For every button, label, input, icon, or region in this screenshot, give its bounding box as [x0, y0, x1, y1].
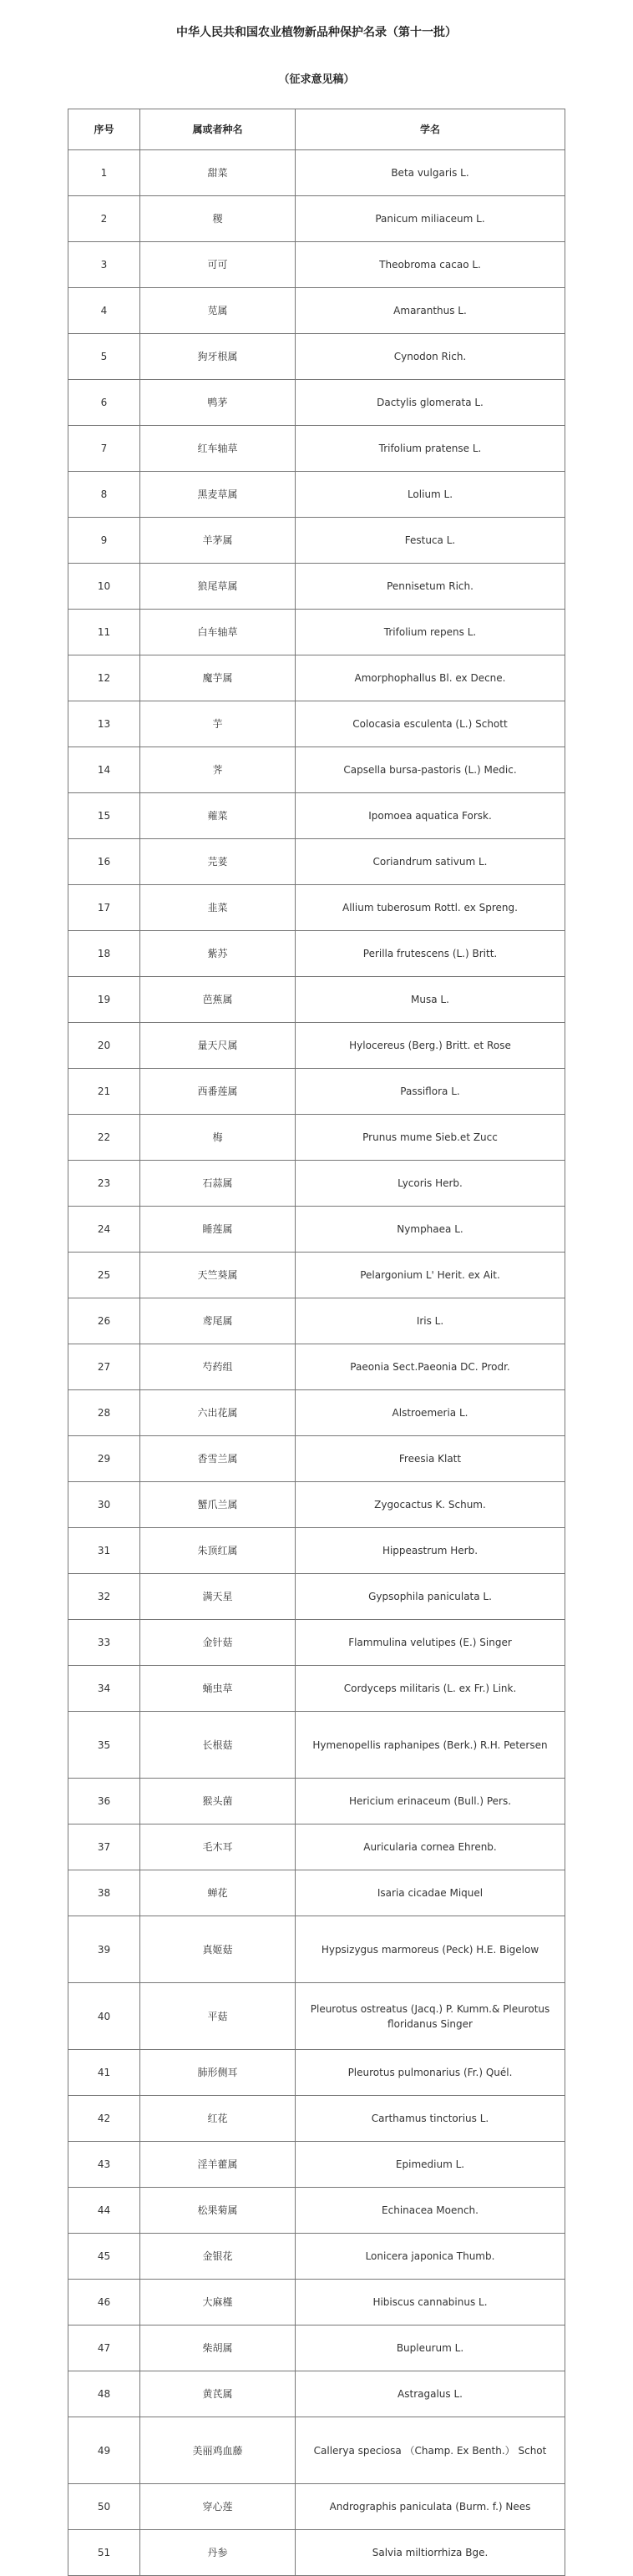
- table-row: [68, 2530, 565, 2576]
- header-number: 序号: [68, 109, 140, 150]
- cell-scientific-name: Colocasia esculenta (L.) Schott: [296, 701, 565, 747]
- cell-number: 32: [68, 1574, 140, 1620]
- table-body: [68, 150, 565, 2576]
- cell-chinese-name: 蛹虫草: [140, 1666, 296, 1712]
- cell-number: 37: [68, 1824, 140, 1870]
- table-row: [68, 150, 565, 196]
- cell-scientific-name: Epimedium L.: [296, 2142, 565, 2188]
- cell-chinese-name: 韭菜: [140, 885, 296, 931]
- cell-scientific-name: Festuca L.: [296, 518, 565, 564]
- cell-number: 29: [68, 1436, 140, 1482]
- cell-number: 50: [68, 2484, 140, 2530]
- cell-chinese-name: 鸭茅: [140, 380, 296, 426]
- table-row: [68, 793, 565, 839]
- table-row: [68, 2188, 565, 2234]
- table-row: [68, 196, 565, 242]
- cell-number: 46: [68, 2280, 140, 2325]
- table-row: [68, 2325, 565, 2371]
- table-row: [68, 1023, 565, 1069]
- cell-number: 16: [68, 839, 140, 885]
- cell-number: 49: [68, 2417, 140, 2484]
- table-row: [68, 1161, 565, 1207]
- page-subtitle: （征求意见稿）: [278, 73, 355, 86]
- cell-number: 36: [68, 1779, 140, 1824]
- cell-scientific-name: Hippeastrum Herb.: [296, 1528, 565, 1574]
- cell-chinese-name: 苋属: [140, 288, 296, 334]
- cell-chinese-name: 红花: [140, 2096, 296, 2142]
- table-row: [68, 288, 565, 334]
- cell-scientific-name: Hypsizygus marmoreus (Peck) H.E. Bigelow: [296, 1916, 565, 1983]
- cell-chinese-name: 魔芋属: [140, 655, 296, 701]
- cell-chinese-name: 朱顶红属: [140, 1528, 296, 1574]
- header-row: [68, 109, 565, 150]
- table-row: [68, 1298, 565, 1344]
- cell-scientific-name: Paeonia Sect.Paeonia DC. Prodr.: [296, 1344, 565, 1390]
- table-row: [68, 380, 565, 426]
- cell-scientific-name: Hymenopellis raphanipes (Berk.) R.H. Petersen: [296, 1712, 565, 1779]
- cell-number: 42: [68, 2096, 140, 2142]
- cell-number: 25: [68, 1253, 140, 1298]
- cell-scientific-name: Capsella bursa-pastoris (L.) Medic.: [296, 747, 565, 793]
- cell-chinese-name: 甜菜: [140, 150, 296, 196]
- cell-number: 34: [68, 1666, 140, 1712]
- cell-chinese-name: 鸢尾属: [140, 1298, 296, 1344]
- cell-number: 26: [68, 1298, 140, 1344]
- cell-number: 45: [68, 2234, 140, 2280]
- table-row: [68, 1870, 565, 1916]
- cell-scientific-name: Bupleurum L.: [296, 2325, 565, 2371]
- cell-chinese-name: 毛木耳: [140, 1824, 296, 1870]
- cell-scientific-name: Iris L.: [296, 1298, 565, 1344]
- cell-chinese-name: 松果菊属: [140, 2188, 296, 2234]
- table-row: [68, 2050, 565, 2096]
- table-row: [68, 1528, 565, 1574]
- cell-number: 22: [68, 1115, 140, 1161]
- cell-scientific-name: Theobroma cacao L.: [296, 242, 565, 288]
- header-chinese-name: 属或者种名: [140, 109, 296, 150]
- cell-chinese-name: 蕹菜: [140, 793, 296, 839]
- cell-chinese-name: 猴头菌: [140, 1779, 296, 1824]
- cell-scientific-name: Hericium erinaceum (Bull.) Pers.: [296, 1779, 565, 1824]
- cell-scientific-name: Echinacea Moench.: [296, 2188, 565, 2234]
- cell-number: 13: [68, 701, 140, 747]
- cell-chinese-name: 香雪兰属: [140, 1436, 296, 1482]
- cell-chinese-name: 芫荽: [140, 839, 296, 885]
- cell-number: 39: [68, 1916, 140, 1983]
- cell-number: 38: [68, 1870, 140, 1916]
- cell-chinese-name: 大麻槿: [140, 2280, 296, 2325]
- cell-scientific-name: Pleurotus pulmonarius (Fr.) Quél.: [296, 2050, 565, 2096]
- table-row: [68, 1983, 565, 2050]
- table-row: [68, 2371, 565, 2417]
- cell-number: 35: [68, 1712, 140, 1779]
- cell-scientific-name: Nymphaea L.: [296, 1207, 565, 1253]
- cell-number: 10: [68, 564, 140, 610]
- table-row: [68, 2417, 565, 2484]
- cell-chinese-name: 黑麦草属: [140, 472, 296, 518]
- table-row: [68, 242, 565, 288]
- cell-scientific-name: Freesia Klatt: [296, 1436, 565, 1482]
- cell-chinese-name: 可可: [140, 242, 296, 288]
- cell-scientific-name: Andrographis paniculata (Burm. f.) Nees: [296, 2484, 565, 2530]
- cell-chinese-name: 黄芪属: [140, 2371, 296, 2417]
- cell-number: 33: [68, 1620, 140, 1666]
- cell-chinese-name: 芍药组: [140, 1344, 296, 1390]
- table-row: [68, 1436, 565, 1482]
- table-row: [68, 1207, 565, 1253]
- cell-chinese-name: 穿心莲: [140, 2484, 296, 2530]
- cell-scientific-name: Hylocereus (Berg.) Britt. et Rose: [296, 1023, 565, 1069]
- cell-scientific-name: Prunus mume Sieb.et Zucc: [296, 1115, 565, 1161]
- cell-scientific-name: Auricularia cornea Ehrenb.: [296, 1824, 565, 1870]
- cell-scientific-name: Cordyceps militaris (L. ex Fr.) Link.: [296, 1666, 565, 1712]
- cell-number: 21: [68, 1069, 140, 1115]
- table-row: [68, 334, 565, 380]
- cell-scientific-name: Trifolium pratense L.: [296, 426, 565, 472]
- cell-number: 48: [68, 2371, 140, 2417]
- table-row: [68, 1482, 565, 1528]
- table-row: [68, 2234, 565, 2280]
- cell-chinese-name: 白车轴草: [140, 610, 296, 655]
- table-row: [68, 2096, 565, 2142]
- cell-scientific-name: Hibiscus cannabinus L.: [296, 2280, 565, 2325]
- cell-scientific-name: Salvia miltiorrhiza Bge.: [296, 2530, 565, 2576]
- cell-scientific-name: Trifolium repens L.: [296, 610, 565, 655]
- cell-scientific-name: Carthamus tinctorius L.: [296, 2096, 565, 2142]
- table-row: [68, 472, 565, 518]
- cell-chinese-name: 芋: [140, 701, 296, 747]
- table-row: [68, 1069, 565, 1115]
- cell-number: 5: [68, 334, 140, 380]
- cell-chinese-name: 梅: [140, 1115, 296, 1161]
- table-row: [68, 1916, 565, 1983]
- cell-chinese-name: 六出花属: [140, 1390, 296, 1436]
- cell-number: 4: [68, 288, 140, 334]
- cell-chinese-name: 荠: [140, 747, 296, 793]
- cell-chinese-name: 芭蕉属: [140, 977, 296, 1023]
- cell-chinese-name: 狗牙根属: [140, 334, 296, 380]
- cell-chinese-name: 羊茅属: [140, 518, 296, 564]
- table-row: [68, 2142, 565, 2188]
- cell-scientific-name: Allium tuberosum Rottl. ex Spreng.: [296, 885, 565, 931]
- cell-chinese-name: 红车轴草: [140, 426, 296, 472]
- table-row: [68, 747, 565, 793]
- cell-chinese-name: 满天星: [140, 1574, 296, 1620]
- cell-scientific-name: Alstroemeria L.: [296, 1390, 565, 1436]
- cell-number: 1: [68, 150, 140, 196]
- cell-number: 18: [68, 931, 140, 977]
- cell-scientific-name: Callerya speciosa （Champ. Ex Benth.） Schot: [296, 2417, 565, 2484]
- cell-number: 8: [68, 472, 140, 518]
- cell-scientific-name: Beta vulgaris L.: [296, 150, 565, 196]
- table-row: [68, 1824, 565, 1870]
- cell-number: 12: [68, 655, 140, 701]
- cell-chinese-name: 石蒜属: [140, 1161, 296, 1207]
- cell-number: 2: [68, 196, 140, 242]
- cell-scientific-name: Lolium L.: [296, 472, 565, 518]
- cell-scientific-name: Lonicera japonica Thumb.: [296, 2234, 565, 2280]
- cell-number: 14: [68, 747, 140, 793]
- cell-number: 20: [68, 1023, 140, 1069]
- cell-chinese-name: 长根菇: [140, 1712, 296, 1779]
- table-header: [68, 109, 565, 150]
- cell-chinese-name: 蝉花: [140, 1870, 296, 1916]
- cell-scientific-name: Pennisetum Rich.: [296, 564, 565, 610]
- table-row: [68, 426, 565, 472]
- page-title: 中华人民共和国农业植物新品种保护名录（第十一批）: [176, 26, 457, 39]
- cell-number: 19: [68, 977, 140, 1023]
- cell-chinese-name: 柴胡属: [140, 2325, 296, 2371]
- cell-chinese-name: 量天尺属: [140, 1023, 296, 1069]
- cell-number: 6: [68, 380, 140, 426]
- header-scientific-name: 学名: [296, 109, 565, 150]
- cell-scientific-name: Gypsophila paniculata L.: [296, 1574, 565, 1620]
- cell-chinese-name: 金针菇: [140, 1620, 296, 1666]
- cell-scientific-name: Panicum miliaceum L.: [296, 196, 565, 242]
- cell-scientific-name: Astragalus L.: [296, 2371, 565, 2417]
- cell-chinese-name: 稷: [140, 196, 296, 242]
- cell-number: 51: [68, 2530, 140, 2576]
- cell-chinese-name: 天竺葵属: [140, 1253, 296, 1298]
- cell-number: 24: [68, 1207, 140, 1253]
- cell-scientific-name: Lycoris Herb.: [296, 1161, 565, 1207]
- cell-number: 31: [68, 1528, 140, 1574]
- cell-scientific-name: Pelargonium L' Herit. ex Ait.: [296, 1253, 565, 1298]
- cell-number: 23: [68, 1161, 140, 1207]
- cell-chinese-name: 金银花: [140, 2234, 296, 2280]
- table-row: [68, 1712, 565, 1779]
- table-row: [68, 1620, 565, 1666]
- table-row: [68, 701, 565, 747]
- cell-number: 17: [68, 885, 140, 931]
- cell-number: 27: [68, 1344, 140, 1390]
- table-row: [68, 2484, 565, 2530]
- cell-number: 15: [68, 793, 140, 839]
- cell-scientific-name: Dactylis glomerata L.: [296, 380, 565, 426]
- cell-number: 47: [68, 2325, 140, 2371]
- table-row: [68, 518, 565, 564]
- table-row: [68, 1779, 565, 1824]
- table-row: [68, 1115, 565, 1161]
- cell-chinese-name: 美丽鸡血藤: [140, 2417, 296, 2484]
- table-row: [68, 839, 565, 885]
- table-row: [68, 1344, 565, 1390]
- cell-number: 40: [68, 1983, 140, 2050]
- table-row: [68, 1253, 565, 1298]
- cell-scientific-name: Amaranthus L.: [296, 288, 565, 334]
- cell-number: 3: [68, 242, 140, 288]
- cell-chinese-name: 睡莲属: [140, 1207, 296, 1253]
- cell-scientific-name: Perilla frutescens (L.) Britt.: [296, 931, 565, 977]
- cell-number: 9: [68, 518, 140, 564]
- cell-chinese-name: 淫羊藿属: [140, 2142, 296, 2188]
- cell-number: 28: [68, 1390, 140, 1436]
- table-row: [68, 564, 565, 610]
- cell-scientific-name: Zygocactus K. Schum.: [296, 1482, 565, 1528]
- cell-scientific-name: Pleurotus ostreatus (Jacq.) P. Kumm.& Pleurotus floridanus Singer: [296, 1983, 565, 2050]
- cell-number: 11: [68, 610, 140, 655]
- cell-scientific-name: Flammulina velutipes (E.) Singer: [296, 1620, 565, 1666]
- cell-number: 30: [68, 1482, 140, 1528]
- cell-chinese-name: 真姬菇: [140, 1916, 296, 1983]
- cell-scientific-name: Ipomoea aquatica Forsk.: [296, 793, 565, 839]
- cell-scientific-name: Cynodon Rich.: [296, 334, 565, 380]
- cell-number: 7: [68, 426, 140, 472]
- cell-scientific-name: Amorphophallus Bl. ex Decne.: [296, 655, 565, 701]
- catalog-table: [68, 109, 565, 2576]
- table-row: [68, 931, 565, 977]
- table-row: [68, 977, 565, 1023]
- table-row: [68, 1574, 565, 1620]
- cell-scientific-name: Musa L.: [296, 977, 565, 1023]
- cell-chinese-name: 肺形侧耳: [140, 2050, 296, 2096]
- cell-scientific-name: Isaria cicadae Miquel: [296, 1870, 565, 1916]
- table-row: [68, 1390, 565, 1436]
- cell-chinese-name: 丹参: [140, 2530, 296, 2576]
- cell-chinese-name: 平菇: [140, 1983, 296, 2050]
- cell-chinese-name: 蟹爪兰属: [140, 1482, 296, 1528]
- cell-chinese-name: 西番莲属: [140, 1069, 296, 1115]
- table-row: [68, 610, 565, 655]
- table-row: [68, 1666, 565, 1712]
- cell-number: 43: [68, 2142, 140, 2188]
- cell-number: 41: [68, 2050, 140, 2096]
- cell-number: 44: [68, 2188, 140, 2234]
- cell-chinese-name: 狼尾草属: [140, 564, 296, 610]
- table-row: [68, 885, 565, 931]
- cell-chinese-name: 紫苏: [140, 931, 296, 977]
- table-row: [68, 2280, 565, 2325]
- table-row: [68, 655, 565, 701]
- cell-scientific-name: Passiflora L.: [296, 1069, 565, 1115]
- cell-scientific-name: Coriandrum sativum L.: [296, 839, 565, 885]
